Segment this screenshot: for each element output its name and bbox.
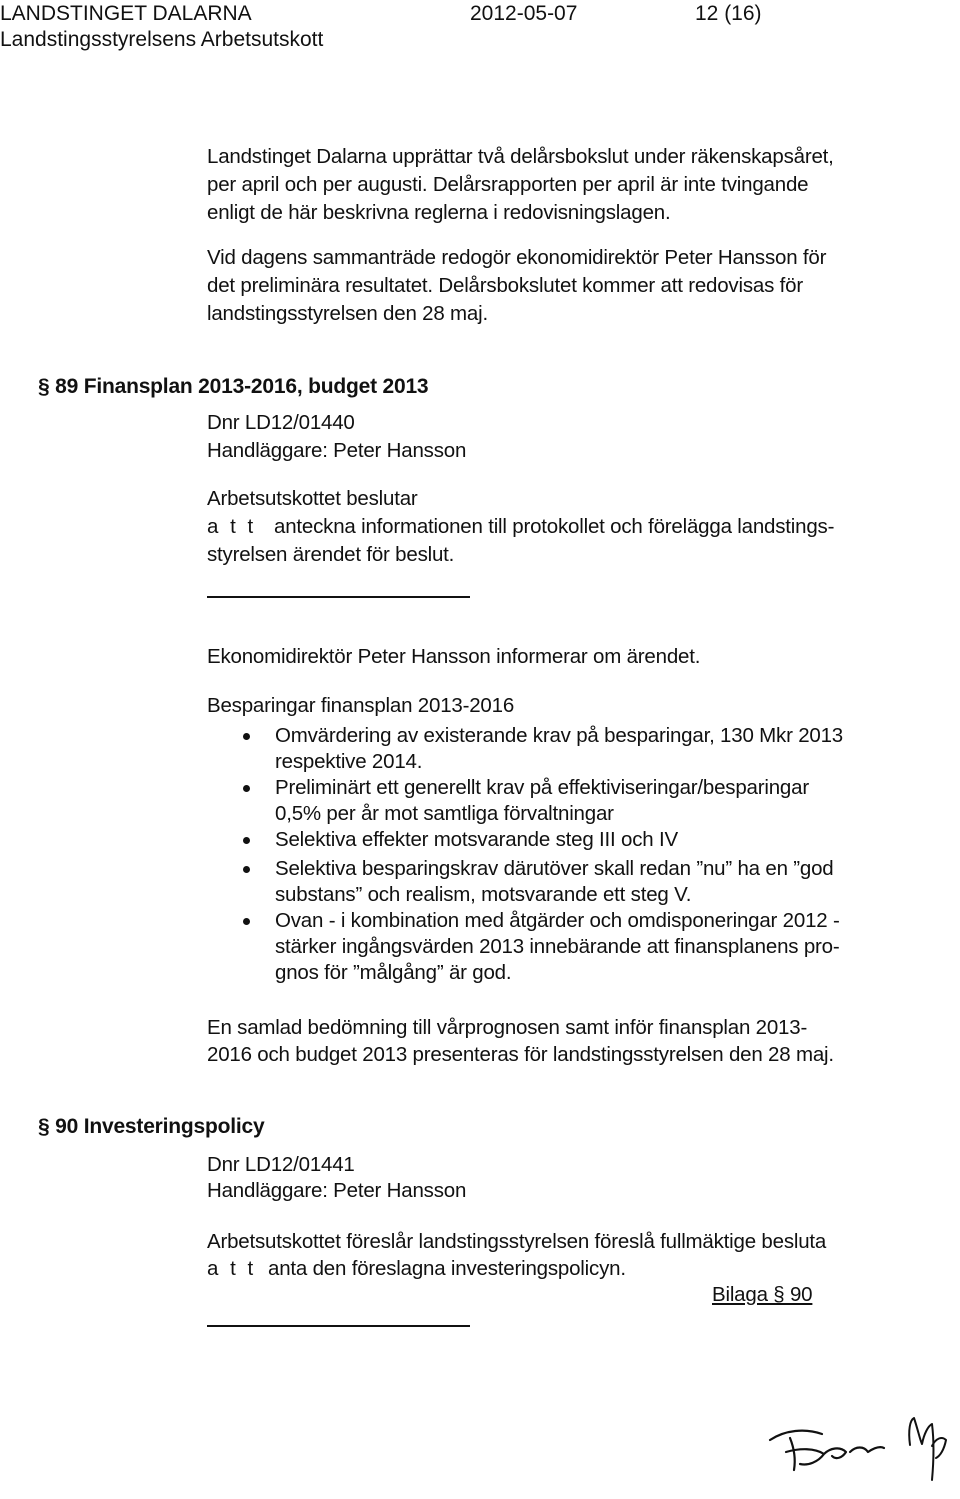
section-89-handlaggare: Handläggare: Peter Hansson xyxy=(207,439,467,462)
section-90-heading: § 90 Investeringspolicy xyxy=(38,1115,265,1138)
section-89-att: a t t xyxy=(207,515,257,538)
section-90-dnr: Dnr LD12/01441 xyxy=(207,1153,355,1176)
section-89-beslut-label: Arbetsutskottet beslutar xyxy=(207,487,418,510)
besparingar-title: Besparingar finansplan 2013-2016 xyxy=(207,694,515,717)
intro-line: det preliminära resultatet. Delårsbokslutet kommer att redovisas för xyxy=(207,274,803,297)
section-90-proposal: anta den föreslagna investeringspolicyn. xyxy=(268,1257,626,1280)
section-89-closing: En samlad bedömning till vårprognosen samt inför finansplan 2013- xyxy=(207,1016,808,1039)
intro-line: per april och per augusti. Delårsrapporten per april är inte tvingande xyxy=(207,173,809,196)
header-committee: Landstingsstyrelsens Arbetsutskott xyxy=(0,28,324,51)
list-item: Selektiva besparingskrav därutöver skall redan ”nu” ha en ”god xyxy=(275,857,834,880)
bullet-icon xyxy=(243,866,250,873)
bullet-icon xyxy=(243,733,250,740)
list-item: Preliminärt ett generellt krav på effektiviseringar/besparingar xyxy=(275,776,809,799)
list-item: Omvärdering av existerande krav på besparingar, 130 Mkr 2013 xyxy=(275,724,844,747)
list-item: substans” och realism, motsvarande ett steg V. xyxy=(275,883,692,906)
list-item: 0,5% per år mot samtliga förvaltningar xyxy=(275,802,614,825)
list-item: stärker ingångsvärden 2013 innebärande att finansplanens pro- xyxy=(275,935,840,958)
section-89-beslut-line: styrelsen ärendet för beslut. xyxy=(207,543,455,566)
section-90-att: a t t xyxy=(207,1257,257,1280)
divider-rule xyxy=(207,1325,470,1327)
section-89-dnr: Dnr LD12/01440 xyxy=(207,411,355,434)
divider-rule xyxy=(207,596,470,598)
intro-line: landstingsstyrelsen den 28 maj. xyxy=(207,302,488,325)
section-90-handlaggare: Handläggare: Peter Hansson xyxy=(207,1179,467,1202)
bilaga-link[interactable]: Bilaga § 90 xyxy=(712,1283,813,1306)
bullet-icon xyxy=(243,918,250,925)
list-item: Selektiva effekter motsvarande steg III och IV xyxy=(275,828,678,851)
section-89-beslut-line: anteckna informationen till protokollet och förelägga landstings- xyxy=(274,515,835,538)
list-item: respektive 2014. xyxy=(275,750,423,773)
section-89-informerar: Ekonomidirektör Peter Hansson informerar om ärendet. xyxy=(207,645,701,668)
header-org: LANDSTINGET DALARNA xyxy=(0,2,252,25)
list-item: gnos för ”målgång” är god. xyxy=(275,961,512,984)
intro-line: enligt de här beskrivna reglerna i redovisningslagen. xyxy=(207,201,671,224)
section-89-heading: § 89 Finansplan 2013-2016, budget 2013 xyxy=(38,375,429,398)
bullet-icon xyxy=(243,785,250,792)
header-page-number: 12 (16) xyxy=(695,2,762,25)
intro-line: Landstinget Dalarna upprättar två delårsbokslut under räkenskapsåret, xyxy=(207,145,834,168)
section-90-proposal: Arbetsutskottet föreslår landstingsstyrelsen föreslå fullmäktige besluta xyxy=(207,1230,827,1253)
intro-line: Vid dagens sammanträde redogör ekonomidirektör Peter Hansson för xyxy=(207,246,827,269)
header-date: 2012-05-07 xyxy=(470,2,578,25)
section-89-closing: 2016 och budget 2013 presenteras för landstingsstyrelsen den 28 maj. xyxy=(207,1043,834,1066)
bullet-icon xyxy=(243,837,250,844)
list-item: Ovan - i kombination med åtgärder och omdisponeringar 2012 - xyxy=(275,909,840,932)
handwritten-initials-icon xyxy=(760,1400,955,1495)
